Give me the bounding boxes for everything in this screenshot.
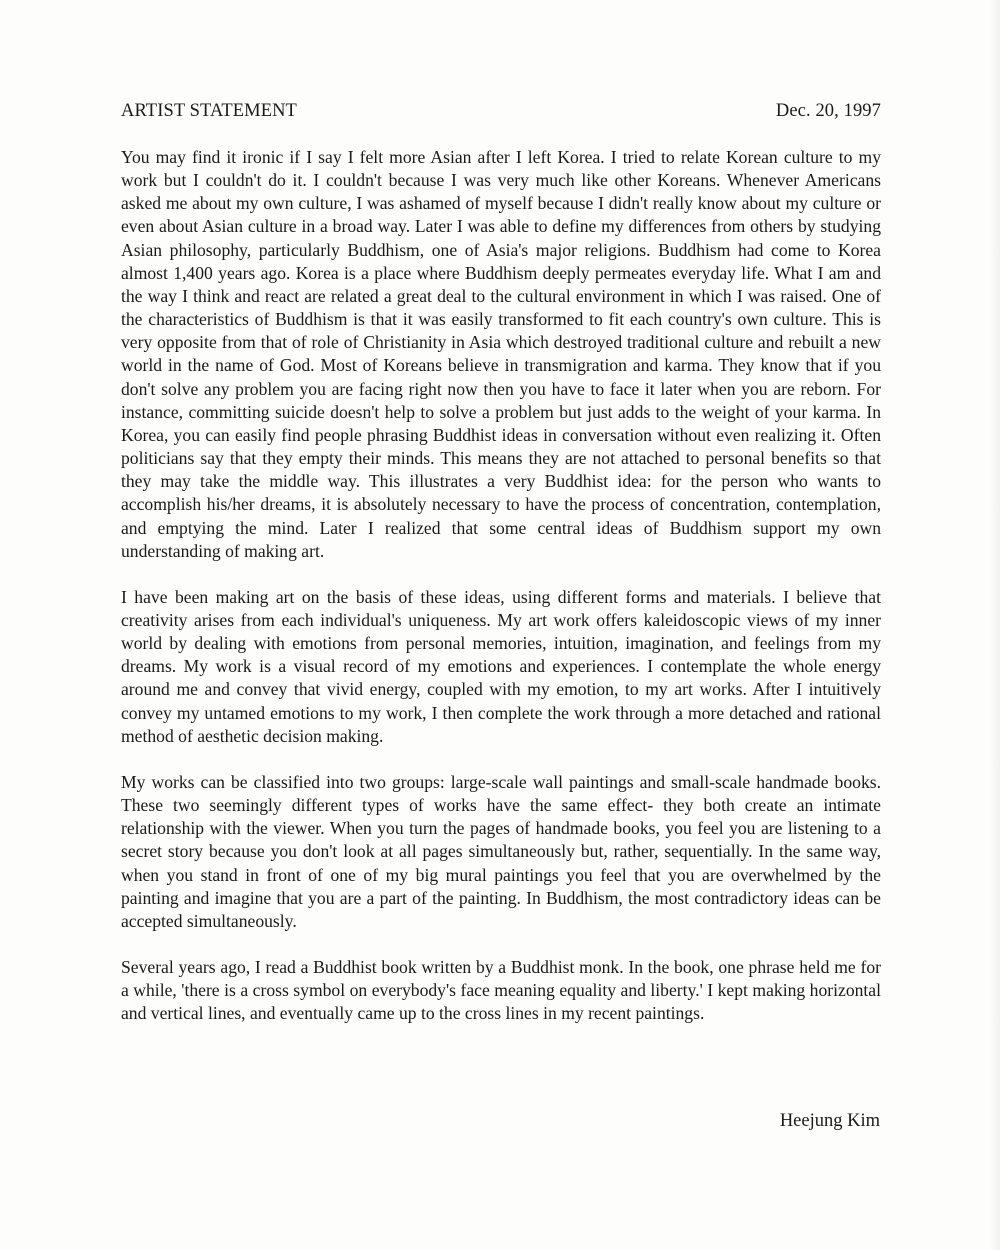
paragraph-3: My works can be classified into two groups: large-scale wall paintings and small-scale handmade books. These two seemingly different types of works have the same effect- they both create an intimate relationship with the viewer. When you turn the pages of handmade books, you feel you are listening to a secret story because you don't look at all pages simultaneously but, rather, sequentially. In the same way, when you stand in front of one of my big mural paintings you feel that you are overwhelmed by the painting and imagine that you are a part of the painting. In Buddhism, the most contradictory ideas can be accepted simultaneously. bbox=[121, 771, 881, 931]
document-header bbox=[121, 101, 881, 131]
document-title: ARTIST STATEMENT bbox=[121, 101, 297, 121]
paragraph-2: I have been making art on the basis of these ideas, using different forms and materials. I believe that creativity arises from each individual's uniqueness. My art work offers kaleidoscopic views of my inner world by dealing with emotions from personal memories, intuition, imagination, and feelings from my dreams. My work is a visual record of my emotions and experiences. I contemplate the whole energy around me and convey that vivid energy, coupled with my emotion, to my art works. After I intuitively convey my untamed emotions to my work, I then complete the work through a more detached and rational method of aesthetic decision making. bbox=[121, 586, 881, 746]
scan-edge-shadow bbox=[990, 0, 1000, 1250]
signature-name: Heejung Kim bbox=[779, 1111, 880, 1131]
paragraph-1: You may find it ironic if I say I felt more Asian after I left Korea. I tried to relate Korean culture to my work but I couldn't do it. I couldn't because I was very much like other Koreans. Whenever Americans asked me about my own culture, I was ashamed of myself because I didn't really know about my culture or even about Asian culture in a broad way. Later I was able to define my differences from others by studying Asian philosophy, particularly Buddhism, one of Asia's major religions. Buddhism had come to Korea almost 1,400 years ago. Korea is a place where Buddhism deeply permeates everyday life. What I am and the way I think and react are related a great deal to the cultural environment in which I was raised. One of the characteristics of Buddhism is that it was easily transformed to fit each country's own culture. This is very opposite from that of role of Christianity in Asia which destroyed traditional culture and rebuilt a new world in the name of God. Most of Koreans believe in transmigration and karma. They know that if you don't solve any problem you are facing right now then you have to face it later when you are reborn. For instance, committing suicide doesn't help to solve a problem but just adds to the weight of your karma. In Korea, you can easily find people phrasing Buddhist ideas in conversation without even realizing it. Often politicians say that they empty their minds. This means they are not attached to personal benefits so that they may take the middle way. This illustrates a very Buddhist idea: for the person who wants to accomplish his/her dreams, it is absolutely necessary to have the process of concentration, contemplation, and emptying the mind. Later I realized that some central ideas of Buddhism support my own understanding of making art. bbox=[121, 147, 881, 561]
document-date: Dec. 20, 1997 bbox=[775, 101, 881, 121]
statement-body bbox=[121, 146, 881, 1025]
paragraph-4: Several years ago, I read a Buddhist book written by a Buddhist monk. In the book, one phrase held me for a while, 'there is a cross symbol on everybody's face meaning equality and liberty.' I kept making horizontal and vertical lines, and eventually came up to the cross lines in my recent paintings. bbox=[121, 957, 881, 1024]
